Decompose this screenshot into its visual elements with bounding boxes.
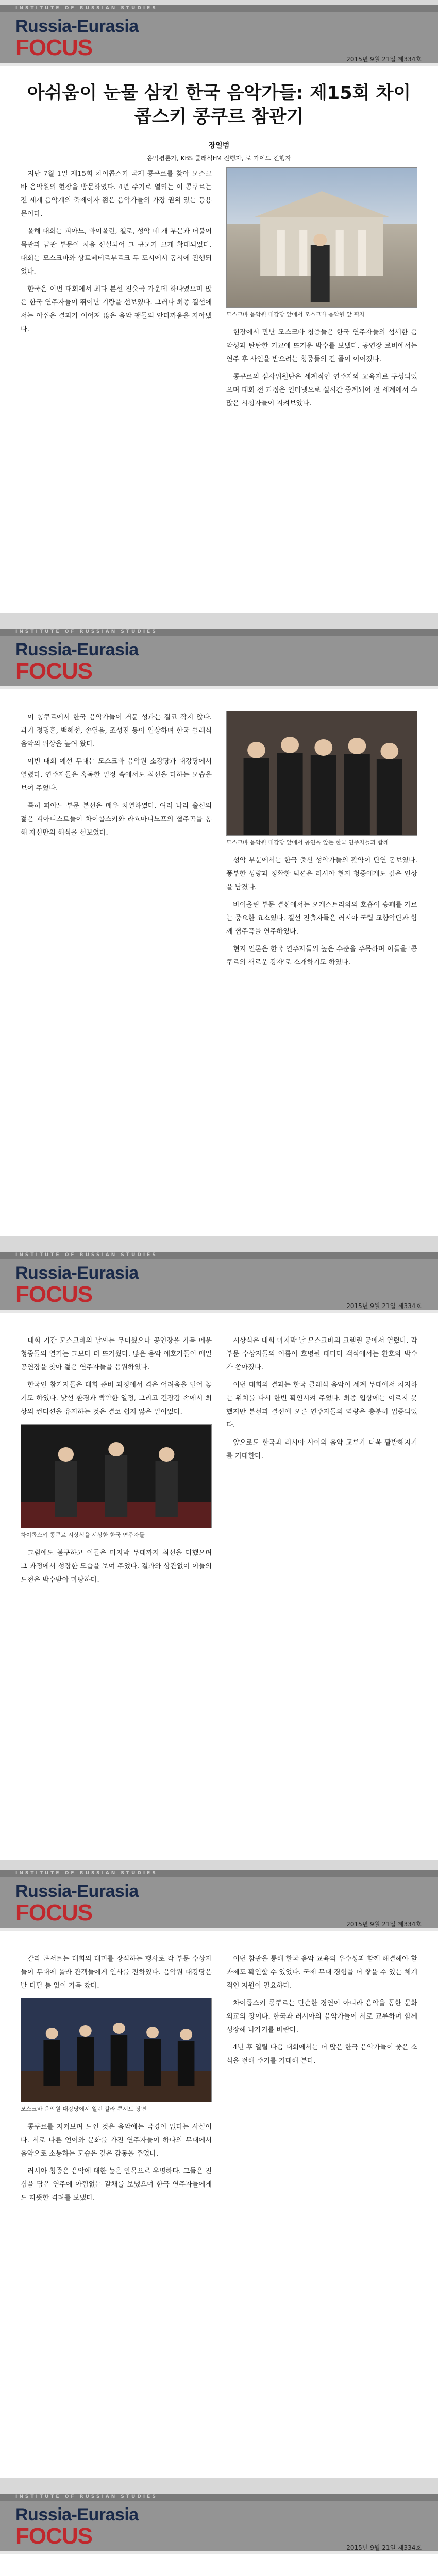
paragraph: 지난 7월 1일 제15회 차이콥스키 국제 콩쿠르를 찾아 모스크바 음악원의 현장을 방문하였다. 4년 주기로 열리는 이 콩쿠르는 전 세계 음악계의 축제이자 젊은 음악가들의 가장 권위 있는 등용문이다.	[21, 170, 212, 218]
article-title: 아쉬움이 눈물 삼킨 한국 음악가들: 제15회 차이콥스키 콩쿠르 참관기	[27, 83, 411, 127]
brand-line1: Russia-Eurasia	[15, 1263, 139, 1283]
brand-line2: FOCUS	[15, 1900, 92, 1925]
paragraph: 대회 기간 모스크바의 날씨는 무더웠으나 공연장을 가득 메운 청중들의 열기는 그보다 더 뜨거웠다. 많은 음악 애호가들이 매일 공연장을 찾아 젊은 연주자들을 응원하였다.	[21, 1337, 212, 1371]
paragraph: 시상식은 대회 마지막 날 모스크바의 크렘린 궁에서 열렸다. 각 부문 수상자들의 이름이 호명될 때마다 객석에서는 환호와 박수가 쏟아졌다.	[226, 1337, 417, 1371]
brand-line1: Russia-Eurasia	[15, 16, 139, 36]
paragraph: 현장에서 만난 모스크바 청중들은 한국 연주자들의 섬세한 음악성과 탄탄한 기교에 뜨거운 박수를 보냈다. 공연장 로비에서는 연주 후 사인을 받으려는 청중들의 긴 줄이 이어졌다.	[226, 329, 417, 363]
paragraph: 이 콩쿠르에서 한국 음악가들이 거둔 성과는 결코 작지 않다. 과거 정명훈, 백혜선, 손열음, 조성진 등이 입상하며 한국 클래식 음악의 위상을 높여 왔다.	[21, 714, 212, 748]
page-4	[0, 1870, 438, 2478]
paragraph: 콩쿠르를 지켜보며 느낀 것은 음악에는 국경이 없다는 사실이다. 서로 다른 언어와 문화를 가진 연주자들이 하나의 무대에서 음악으로 소통하는 모습은 깊은 감동을 주었다.	[21, 2123, 212, 2158]
institute-tag: INSTITUTE OF RUSSIAN STUDIES	[15, 1871, 158, 1876]
paragraph: 현지 언론은 한국 연주자들의 높은 수준을 주목하며 이들을 '콩쿠르의 새로운 강자'로 소개하기도 하였다.	[226, 945, 417, 967]
column-left	[21, 711, 212, 974]
column-left	[21, 1953, 212, 2209]
newsletter-header	[0, 2494, 438, 2554]
brand-line1: Russia-Eurasia	[15, 1882, 139, 1901]
paragraph: 콩쿠르의 심사위원단은 세계적인 연주자와 교육자로 구성되었으며 대회 전 과정은 인터넷으로 실시간 중계되어 전 세계에서 수많은 시청자들이 지켜보았다.	[226, 373, 417, 408]
issue-date: 2015년 9월 21일 제334호	[346, 1921, 422, 1928]
paragraph: 이번 참관을 통해 한국 음악 교육의 우수성과 함께 해결해야 할 과제도 확인할 수 있었다. 국제 무대 경험을 더 쌓을 수 있는 체계적인 지원이 필요하다.	[226, 1955, 417, 1990]
column-left	[21, 1334, 212, 1591]
issue-date: 2015년 9월 21일 제334호	[346, 1302, 422, 1310]
photo-caption: 모스크바 음악원 대강당에서 열린 갈라 콘서트 장면	[21, 2106, 147, 2112]
institute-tag: INSTITUTE OF RUSSIAN STUDIES	[15, 2494, 158, 2499]
paragraph: 갈라 콘서트는 대회의 대미를 장식하는 행사로 각 부문 수상자들이 무대에 올라 관객들에게 인사를 전하였다. 음악원 대강당은 발 디딜 틈 없이 가득 찼다.	[21, 1955, 212, 1990]
paragraph: 4년 후 열릴 다음 대회에서는 더 많은 한국 음악가들이 좋은 소식을 전해 주기를 기대해 본다.	[226, 2044, 417, 2065]
paragraph: 앞으로도 한국과 러시아 사이의 음악 교류가 더욱 활발해지기를 기대한다.	[226, 1439, 417, 1460]
author-affiliation: 음악평론가, KBS 클래식FM 진행자, 로 가이드 진행자	[147, 155, 291, 162]
column-right	[226, 1953, 417, 2209]
issue-date: 2015년 9월 21일 제334호	[346, 2544, 422, 2551]
photo-caption: 모스크바 음악원 대강당 앞에서 모스크바 음악원 앞 필자	[226, 311, 365, 318]
issue-date: 2015년 9월 21일 제334호	[346, 56, 422, 63]
paragraph: 그럼에도 불구하고 이들은 마지막 무대까지 최선을 다했으며 그 과정에서 성장한 모습을 보여 주었다. 결과와 상관없이 이들의 도전은 박수받아 마땅하다.	[21, 1549, 212, 1584]
paragraph: 올해 대회는 피아노, 바이올린, 첼로, 성악 네 개 부문과 더불어 목관과 금관 부문이 처음 신설되어 그 규모가 크게 확대되었다. 대회는 모스크바와 상트페테르부르크 두 도시에서 동시에 진행되었다.	[21, 228, 212, 276]
paragraph: 차이콥스키 콩쿠르는 단순한 경연이 아니라 음악을 통한 문화 외교의 장이다. 한국과 러시아의 음악가들이 서로 교류하며 함께 성장해 나가기를 바란다.	[226, 1999, 417, 2034]
page-3	[0, 1252, 438, 1860]
column-right	[226, 167, 417, 415]
newsletter-header	[0, 1252, 438, 1313]
institute-tag: INSTITUTE OF RUSSIAN STUDIES	[15, 629, 158, 634]
article-photo	[21, 1424, 212, 1528]
column-left	[21, 167, 212, 415]
column-right	[226, 711, 417, 974]
paragraph: 이번 대회 예선 무대는 모스크바 음악원 소강당과 대강당에서 열렸다. 연주자들은 혹독한 일정 속에서도 최선을 다하는 모습을 보여 주었다.	[21, 758, 212, 792]
paragraph: 러시아 청중은 음악에 대한 높은 안목으로 유명하다. 그들은 진심을 담은 연주에 아낌없는 갈채를 보냈으며 한국 연주자들에게도 따뜻한 격려를 보냈다.	[21, 2167, 212, 2202]
article-photo	[226, 167, 417, 308]
newsletter-header	[0, 5, 438, 66]
brand-line2: FOCUS	[15, 1282, 92, 1307]
column-right	[226, 1334, 417, 1591]
paragraph: 성악 부문에서는 한국 출신 성악가들의 활약이 단연 돋보였다. 풍부한 성량과 정확한 딕션은 러시아 현지 청중에게도 깊은 인상을 남겼다.	[226, 857, 417, 891]
brand-line2: FOCUS	[15, 35, 92, 60]
paragraph: 한국인 참가자들은 대회 준비 과정에서 겪은 어려움을 털어 놓기도 하였다. 낯선 환경과 빡빡한 일정, 그리고 긴장감 속에서 최상의 컨디션을 유지하는 것은 결코 쉽지 않은 일이었다.	[21, 1381, 212, 1416]
institute-tag: INSTITUTE OF RUSSIAN STUDIES	[15, 1252, 158, 1258]
page-5	[0, 2494, 438, 2576]
brand-line2: FOCUS	[15, 658, 92, 684]
photo-caption: 차이콥스키 콩쿠르 시상식을 시상한 한국 연주자들	[21, 1532, 145, 1538]
institute-tag: INSTITUTE OF RUSSIAN STUDIES	[15, 6, 158, 11]
paragraph: 한국은 이번 대회에서 최다 본선 진출국 가운데 하나였으며 많은 한국 연주자들이 뛰어난 기량을 선보였다. 그러나 최종 결선에서는 아쉬운 결과가 이어져 많은 음악 팬들의 안타까움을 자아냈다.	[21, 285, 212, 333]
author-name: 장일범	[208, 142, 230, 150]
page-2	[0, 629, 438, 1236]
paragraph: 특히 피아노 부문 본선은 매우 치열하였다. 여러 나라 출신의 젊은 피아니스트들이 차이콥스키와 라흐마니노프의 협주곡을 통해 자신만의 해석을 선보였다.	[21, 802, 212, 837]
paragraph: 바이올린 부문 결선에서는 오케스트라와의 호흡이 승패를 가르는 중요한 요소였다. 결선 진출자들은 러시아 국립 교향악단과 함께 협주곡을 연주하였다.	[226, 901, 417, 936]
photo-caption: 모스크바 음악원 대강당 앞에서 공연을 앞둔 한국 연주자들과 함께	[226, 839, 389, 846]
newsletter-header	[0, 629, 438, 689]
brand-line2: FOCUS	[15, 2523, 92, 2549]
paragraph: 이번 대회의 결과는 한국 클래식 음악이 세계 무대에서 차지하는 위치를 다시 한번 확인시켜 주었다. 최종 입상에는 이르지 못했지만 본선과 결선에 오른 연주자들의 역량은 충분히 입증되었다.	[226, 1381, 417, 1429]
newsletter-header	[0, 1870, 438, 1931]
article-photo	[21, 1998, 212, 2102]
page-1	[0, 5, 438, 613]
brand-line1: Russia-Eurasia	[15, 2505, 139, 2524]
brand-line1: Russia-Eurasia	[15, 640, 139, 659]
article-photo	[226, 711, 417, 836]
